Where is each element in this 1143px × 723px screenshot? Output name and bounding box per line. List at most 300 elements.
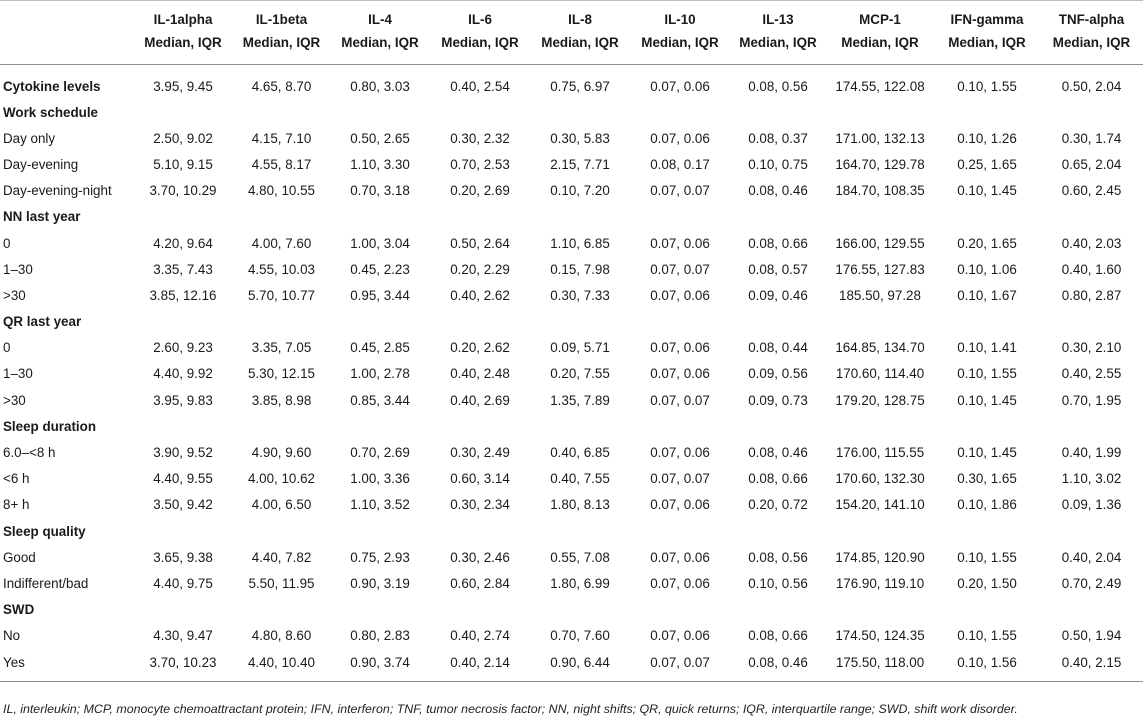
column-subheader: Median, IQR — [934, 31, 1040, 65]
table-cell: 4.40, 9.75 — [153, 575, 213, 591]
table-cell: 0.90, 3.74 — [330, 649, 430, 682]
table-cell — [934, 518, 1040, 544]
column-subheader: Median, IQR — [233, 31, 330, 65]
group-row — [0, 204, 1143, 230]
table-cell: 0.10, 1.56 — [934, 649, 1040, 682]
table-cell: 0.60, 2.45 — [1061, 183, 1122, 199]
table-cell: 0.30, 2.34 — [450, 497, 510, 513]
table-cell: 4.90, 9.60 — [251, 445, 312, 461]
table-cell: 1.00, 3.04 — [350, 235, 410, 251]
table-cell: 0.07, 0.06 — [650, 575, 710, 591]
table-cell: 4.40, 9.92 — [153, 366, 213, 382]
table-cell — [330, 309, 430, 335]
table-cell: 5.10, 9.15 — [153, 156, 213, 172]
table-cell — [330, 518, 430, 544]
column-subheader: Median, IQR — [730, 31, 826, 65]
table-cell: 4.00, 7.60 — [251, 235, 312, 251]
table-cell: 5.50, 11.95 — [248, 575, 315, 591]
table-cell: 0.50, 1.94 — [1061, 628, 1122, 644]
group-row — [0, 518, 1143, 544]
table-cell — [430, 518, 530, 544]
table-cell: 154.20, 141.10 — [835, 497, 925, 513]
table-cell: 0.08, 0.17 — [650, 156, 710, 172]
table-cell: 0.50, 2.65 — [350, 130, 410, 146]
table-cell — [430, 413, 530, 439]
table-cell: 0.45, 2.23 — [350, 261, 410, 277]
table-cell — [430, 309, 530, 335]
table-cell — [530, 597, 630, 623]
table-cell: 1.00, 2.78 — [350, 366, 410, 382]
table-cell: 1.80, 6.99 — [550, 575, 610, 591]
table-cell: 0.30, 5.83 — [550, 130, 610, 146]
table-cell — [826, 518, 934, 544]
table-cell — [1040, 518, 1143, 544]
table-cell: 0.07, 0.06 — [650, 445, 710, 461]
table-cell: 0.95, 3.44 — [350, 287, 410, 303]
row-label: <6 h — [3, 471, 30, 487]
table-cell — [826, 99, 934, 125]
row-label: 8+ h — [3, 497, 30, 513]
table-cell: 0.60, 3.14 — [450, 471, 510, 487]
row-label: Good — [3, 549, 36, 565]
row-label: 6.0–<8 h — [3, 445, 56, 461]
table-cell: 0.20, 1.65 — [957, 235, 1017, 251]
table-cell: 2.50, 9.02 — [153, 130, 213, 146]
table-cell: 0.07, 0.06 — [650, 78, 710, 94]
row-label: >30 — [3, 392, 26, 408]
column-header: TNF-alpha — [1058, 12, 1125, 27]
group-label: NN last year — [3, 209, 81, 225]
table-cell: 3.70, 10.23 — [133, 649, 233, 682]
table-cell: 4.00, 6.50 — [251, 497, 312, 513]
table-cell — [730, 518, 826, 544]
column-subheader: Median, IQR — [630, 31, 730, 65]
table-cell: 171.00, 132.13 — [835, 130, 925, 146]
table-cell: 0.09, 5.71 — [550, 340, 610, 356]
table-cell: 176.55, 127.83 — [835, 261, 925, 277]
table-cell: 174.85, 120.90 — [835, 549, 925, 565]
table-cell — [530, 309, 630, 335]
row-label: Yes — [0, 649, 133, 682]
header-row-subtitles — [0, 31, 1143, 65]
table-cell — [630, 518, 730, 544]
table-cell — [730, 309, 826, 335]
table-row — [0, 361, 1143, 387]
table-cell — [1040, 413, 1143, 439]
table-cell: 3.85, 12.16 — [149, 287, 217, 303]
table-cell: 0.30, 2.46 — [450, 549, 510, 565]
table-cell: 0.30, 1.74 — [1061, 130, 1122, 146]
table-cell — [133, 99, 233, 125]
table-cell: 0.10, 1.26 — [957, 130, 1017, 146]
table-cell: 0.30, 2.32 — [450, 130, 510, 146]
table-cell: 3.85, 8.98 — [251, 392, 312, 408]
table-cell — [826, 413, 934, 439]
table-cell: 0.40, 6.85 — [550, 445, 610, 461]
table-cell: 4.40, 9.55 — [153, 471, 213, 487]
table-cell: 3.70, 10.29 — [149, 183, 217, 199]
table-cell: 0.10, 1.86 — [957, 497, 1017, 513]
table-row — [0, 492, 1143, 518]
table-cell: 0.70, 2.53 — [450, 156, 510, 172]
table-cell — [330, 204, 430, 230]
table-cell — [730, 413, 826, 439]
table-cell: 0.10, 1.45 — [957, 183, 1017, 199]
table-cell: 0.10, 1.67 — [957, 287, 1017, 303]
table-cell: 0.07, 0.06 — [650, 130, 710, 146]
table-cell: 0.85, 3.44 — [350, 392, 410, 408]
table-cell — [730, 99, 826, 125]
table-cell — [826, 597, 934, 623]
table-cell — [934, 99, 1040, 125]
header-corner — [0, 0, 133, 31]
table-cell: 0.07, 0.06 — [650, 549, 710, 565]
table-cell — [330, 413, 430, 439]
table-cell: 0.20, 7.55 — [550, 366, 610, 382]
table-row — [0, 649, 1143, 682]
table-cell — [530, 204, 630, 230]
table-cell: 0.70, 7.60 — [550, 628, 610, 644]
table-cell: 0.10, 1.45 — [957, 445, 1017, 461]
table-cell: 170.60, 132.30 — [835, 471, 925, 487]
table-cell: 0.07, 0.07 — [650, 183, 710, 199]
table-cell: 0.10, 0.56 — [748, 575, 808, 591]
table-cell: 0.08, 0.66 — [748, 471, 808, 487]
group-row — [0, 309, 1143, 335]
table-cell: 0.80, 2.83 — [350, 628, 410, 644]
table-cell: 1.10, 6.85 — [550, 235, 610, 251]
table-cell: 164.85, 134.70 — [835, 340, 925, 356]
table-cell: 0.70, 2.69 — [350, 445, 410, 461]
table-cell: 1.00, 3.36 — [350, 471, 410, 487]
table-cell: 0.50, 2.64 — [450, 235, 510, 251]
table-cell: 0.40, 2.48 — [450, 366, 510, 382]
row-label: Day only — [3, 130, 56, 146]
table-cell — [730, 597, 826, 623]
table-cell — [330, 597, 430, 623]
table-cell: 0.08, 0.46 — [748, 445, 808, 461]
table-cell: 0.80, 3.03 — [350, 78, 410, 94]
table-cell — [1040, 99, 1143, 125]
column-subheader: Median, IQR — [330, 31, 430, 65]
table-cell: 0.10, 0.75 — [748, 156, 808, 172]
table-cell: 0.75, 6.97 — [550, 78, 610, 94]
group-label: SWD — [3, 602, 35, 618]
table-cell: 0.08, 0.37 — [748, 130, 808, 146]
group-label: QR last year — [3, 314, 82, 330]
table-cell — [934, 309, 1040, 335]
column-subheader: Median, IQR — [133, 31, 233, 65]
table-cell: 4.20, 9.64 — [153, 235, 213, 251]
table-cell: 166.00, 129.55 — [835, 235, 925, 251]
row-label: 0 — [3, 235, 11, 251]
column-header: IL-1beta — [255, 12, 308, 27]
table-cell: 0.40, 2.14 — [430, 649, 530, 682]
table-cell: 0.60, 2.84 — [450, 575, 510, 591]
table-header — [0, 0, 1143, 65]
table-row — [0, 125, 1143, 151]
table-cell — [133, 204, 233, 230]
table-cell: 3.95, 9.83 — [153, 392, 213, 408]
table-cell: 0.08, 0.46 — [730, 649, 826, 682]
table-cell: 4.80, 10.55 — [247, 183, 315, 199]
table-cell — [133, 413, 233, 439]
table-cell — [233, 309, 330, 335]
table-cell: 0.20, 2.29 — [450, 261, 510, 277]
table-cell — [630, 99, 730, 125]
table-cell: 0.08, 0.66 — [748, 235, 808, 251]
table-cell: 4.30, 9.47 — [153, 628, 213, 644]
table-cell — [630, 309, 730, 335]
table-cell: 0.07, 0.07 — [650, 392, 710, 408]
table-cell — [430, 597, 530, 623]
table-cell: 0.90, 3.19 — [350, 575, 410, 591]
table-cell: 3.35, 7.05 — [251, 340, 312, 356]
table-cell: 0.50, 2.04 — [1061, 78, 1122, 94]
table-cell: 3.95, 9.45 — [153, 78, 213, 94]
table-cell: 0.55, 7.08 — [550, 549, 610, 565]
column-header: IL-6 — [468, 12, 492, 27]
table-row — [0, 466, 1143, 492]
table-cell: 164.70, 129.78 — [835, 156, 925, 172]
table-cell: 0.80, 2.87 — [1061, 287, 1122, 303]
table-cell — [530, 518, 630, 544]
table-row — [0, 623, 1143, 649]
table-cell: 0.65, 2.04 — [1061, 156, 1122, 172]
table-cell: 0.40, 1.60 — [1061, 261, 1122, 277]
table-cell: 0.10, 7.20 — [550, 183, 610, 199]
group-label: Sleep quality — [3, 523, 86, 539]
table-cell: 0.40, 2.62 — [450, 287, 510, 303]
table-cell: 0.09, 0.46 — [748, 287, 808, 303]
table-row — [0, 151, 1143, 177]
table-cell: 0.15, 7.98 — [550, 261, 610, 277]
table-cell: 176.90, 119.10 — [835, 575, 925, 591]
table-cell: 0.20, 2.69 — [450, 183, 510, 199]
table-cell: 0.40, 2.54 — [450, 78, 510, 94]
column-subheader: Median, IQR — [530, 31, 630, 65]
header-corner-sub — [0, 31, 133, 65]
table-cell — [233, 518, 330, 544]
table-cell: 1.10, 3.30 — [350, 156, 410, 172]
table-cell: 0.10, 1.45 — [957, 392, 1017, 408]
table-cell: 0.20, 0.72 — [748, 497, 808, 513]
table-cell: 0.70, 2.49 — [1061, 575, 1122, 591]
table-cell — [934, 597, 1040, 623]
row-label: Indifferent/bad — [3, 575, 89, 591]
table-cell: 0.70, 1.95 — [1061, 392, 1122, 408]
table-cell: 0.10, 1.06 — [957, 261, 1017, 277]
group-row — [0, 597, 1143, 623]
table-cell — [430, 204, 530, 230]
table-cell: 4.40, 10.40 — [233, 649, 330, 682]
table-cell — [730, 204, 826, 230]
table-cell — [233, 413, 330, 439]
group-row — [0, 99, 1143, 125]
table-cell: 0.75, 2.93 — [350, 549, 410, 565]
table-cell: 0.08, 0.66 — [748, 628, 808, 644]
table-row — [0, 282, 1143, 308]
table-cell — [233, 99, 330, 125]
table-cell: 4.80, 8.60 — [251, 628, 312, 644]
table-row — [0, 544, 1143, 570]
table-row — [0, 256, 1143, 282]
table-cell — [233, 204, 330, 230]
table-cell: 4.40, 7.82 — [251, 549, 312, 565]
table-cell: 0.09, 1.36 — [1061, 497, 1122, 513]
table-cell: 0.30, 1.65 — [957, 471, 1017, 487]
table-cell: 4.15, 7.10 — [251, 130, 312, 146]
table-cell: 0.10, 1.41 — [957, 340, 1017, 356]
table-row — [0, 570, 1143, 596]
table-cell: 5.70, 10.77 — [247, 287, 315, 303]
table-cell: 0.30, 2.49 — [450, 445, 510, 461]
table-cell: 0.70, 3.18 — [350, 183, 410, 199]
table-cell: 4.00, 10.62 — [247, 471, 315, 487]
column-header: IL-8 — [568, 12, 592, 27]
row-label: Cytokine levels — [3, 78, 101, 94]
table-cell: 3.90, 9.52 — [153, 445, 213, 461]
row-label: Day-evening-night — [3, 183, 112, 199]
table-cell — [133, 597, 233, 623]
table-cell: 176.00, 115.55 — [835, 445, 925, 461]
table-cell: 0.08, 0.44 — [748, 340, 808, 356]
table-cell: 0.07, 0.06 — [650, 366, 710, 382]
row-label: 0 — [3, 340, 11, 356]
table-cell: 4.55, 8.17 — [251, 156, 312, 172]
table-cell: 0.20, 2.62 — [450, 340, 510, 356]
table-cell — [934, 204, 1040, 230]
table-cell: 2.15, 7.71 — [550, 156, 610, 172]
table-body — [0, 65, 1143, 682]
table-cell — [630, 413, 730, 439]
table-cell: 3.50, 9.42 — [153, 497, 213, 513]
table-cell: 175.50, 118.00 — [826, 649, 934, 682]
table-cell: 0.07, 0.06 — [650, 497, 710, 513]
row-label: No — [3, 628, 21, 644]
row-label: 1–30 — [3, 366, 33, 382]
table-cell: 2.60, 9.23 — [153, 340, 213, 356]
table-row — [0, 335, 1143, 361]
table-cell: 0.08, 0.56 — [748, 549, 808, 565]
table-cell: 0.10, 1.55 — [957, 628, 1017, 644]
table-cell: 0.90, 6.44 — [530, 649, 630, 682]
table-cell: 0.40, 7.55 — [550, 471, 610, 487]
column-header: IL-1alpha — [153, 12, 213, 27]
table-row — [0, 439, 1143, 465]
table-cell: 0.09, 0.56 — [748, 366, 808, 382]
table-cell — [133, 518, 233, 544]
table-cell — [1040, 597, 1143, 623]
table-cell — [934, 413, 1040, 439]
table-cell: 0.25, 1.65 — [957, 156, 1017, 172]
table-cell — [133, 309, 233, 335]
table-cell: 0.07, 0.06 — [650, 235, 710, 251]
table-cell: 0.30, 7.33 — [550, 287, 610, 303]
table-footnote: IL, interleukin; MCP, monocyte chemoattractant protein; IFN, interferon; TNF, tumor necrosis factor; NN, night shifts; QR, quick returns; IQR, interquartile range; SWD, shift work disorder. — [3, 702, 1018, 716]
table-row — [0, 65, 1143, 100]
table-cell: 4.55, 10.03 — [247, 261, 315, 277]
table-cell: 1.80, 8.13 — [550, 497, 610, 513]
column-subheader: Median, IQR — [430, 31, 530, 65]
table-cell — [630, 597, 730, 623]
table-cell — [826, 309, 934, 335]
table-cell — [530, 99, 630, 125]
table-cell: 1.35, 7.89 — [550, 392, 610, 408]
table-cell: 3.35, 7.43 — [153, 261, 213, 277]
table-cell: 1.10, 3.52 — [350, 497, 410, 513]
column-subheader: Median, IQR — [826, 31, 934, 65]
table-cell: 4.65, 8.70 — [251, 78, 312, 94]
table-cell: 0.40, 2.04 — [1061, 549, 1122, 565]
group-row — [0, 413, 1143, 439]
table-cell: 0.40, 2.74 — [450, 628, 510, 644]
column-header: IL-13 — [762, 12, 794, 27]
row-label: Day-evening — [3, 156, 79, 172]
table-cell: 0.10, 1.55 — [957, 366, 1017, 382]
table-cell: 5.30, 12.15 — [247, 366, 315, 382]
column-header: MCP-1 — [859, 12, 901, 27]
table-cell: 179.20, 128.75 — [835, 392, 925, 408]
table-cell: 0.40, 2.69 — [450, 392, 510, 408]
table-cell: 0.07, 0.07 — [650, 471, 710, 487]
group-label: Sleep duration — [3, 418, 97, 434]
table-cell: 0.10, 1.55 — [957, 549, 1017, 565]
table-cell: 0.45, 2.85 — [350, 340, 410, 356]
table-row — [0, 230, 1143, 256]
table-cell — [430, 99, 530, 125]
column-header: IL-10 — [664, 12, 696, 27]
table-cell: 174.55, 122.08 — [835, 78, 925, 94]
table-cell: 0.08, 0.46 — [748, 183, 808, 199]
group-label: Work schedule — [3, 104, 99, 120]
column-subheader: Median, IQR — [1040, 31, 1143, 65]
table-cell — [530, 413, 630, 439]
table-cell: 0.07, 0.06 — [650, 340, 710, 356]
column-header: IL-4 — [368, 12, 392, 27]
table-cell — [1040, 309, 1143, 335]
table-cell: 0.09, 0.73 — [748, 392, 808, 408]
table-cell: 0.40, 2.55 — [1061, 366, 1122, 382]
table-cell: 3.65, 9.38 — [153, 549, 213, 565]
table-cell — [826, 204, 934, 230]
table-cell: 0.08, 0.56 — [748, 78, 808, 94]
table-cell: 0.07, 0.07 — [650, 261, 710, 277]
row-label: >30 — [3, 287, 26, 303]
table-cell: 0.07, 0.07 — [630, 649, 730, 682]
table-row — [0, 387, 1143, 413]
table-cell: 0.30, 2.10 — [1061, 340, 1122, 356]
table-cell: 0.20, 1.50 — [957, 575, 1017, 591]
table-cell: 0.40, 2.03 — [1061, 235, 1122, 251]
table-cell — [630, 204, 730, 230]
table-row — [0, 178, 1143, 204]
table-cell — [1040, 204, 1143, 230]
header-row-names — [0, 0, 1143, 31]
table-cell: 170.60, 114.40 — [835, 366, 925, 382]
table-cell: 0.10, 1.55 — [957, 78, 1017, 94]
table-cell: 0.07, 0.06 — [650, 628, 710, 644]
table-cell: 0.07, 0.06 — [650, 287, 710, 303]
table-cell: 0.40, 1.99 — [1061, 445, 1122, 461]
table-cell: 174.50, 124.35 — [835, 628, 925, 644]
column-header: IFN-gamma — [950, 12, 1024, 27]
table-cell — [330, 99, 430, 125]
table-cell: 1.10, 3.02 — [1061, 471, 1122, 487]
table-cell: 0.08, 0.57 — [748, 261, 808, 277]
row-label: 1–30 — [3, 261, 33, 277]
table-cell — [233, 597, 330, 623]
